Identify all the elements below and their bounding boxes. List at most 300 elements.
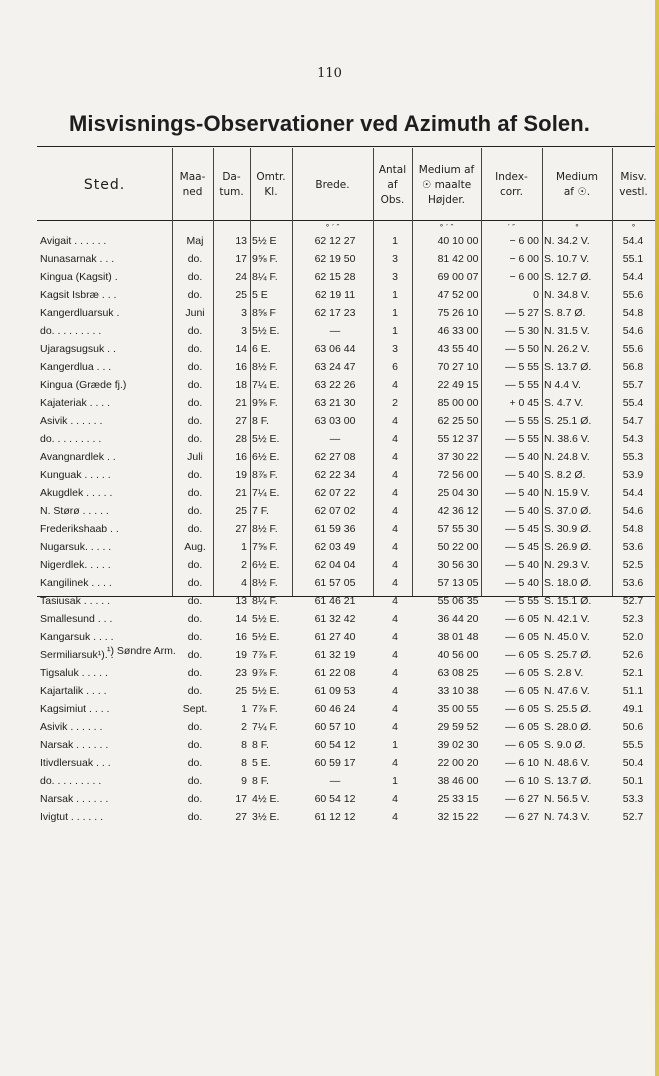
cell-sted: Kajartalik . . . . [40, 685, 107, 697]
table-row [37, 251, 655, 269]
cell-index: — 6 27 [505, 793, 539, 805]
cell-index: — 6 05 [505, 685, 539, 697]
cell-medium: 42 36 12 [437, 505, 479, 517]
cell-medsol: S. 12.7 Ø. [544, 271, 592, 283]
cell-medsol: S. 13.7 Ø. [544, 775, 592, 787]
cell-index: — 6 10 [505, 757, 539, 769]
cell-datum: 8 [241, 757, 247, 769]
observation-table-body [37, 233, 655, 827]
cell-antal: 4 [392, 577, 398, 589]
cell-index: — 5 40 [505, 487, 539, 499]
cell-maaned: do. [187, 757, 203, 769]
cell-maaned: do. [187, 361, 203, 373]
cell-omtr: 3½ E. [252, 811, 280, 823]
cell-antal: 4 [392, 685, 398, 697]
cell-omtr: 7¼ F. [252, 721, 278, 733]
cell-index: — 5 40 [505, 505, 539, 517]
cell-sted: Avigait . . . . . . [40, 235, 107, 247]
cell-omtr: 9⅝ F. [252, 397, 278, 409]
cell-brede: 61 12 12 [314, 811, 356, 823]
cell-medsol: N. 31.5 V. [544, 325, 590, 337]
header-index-line: Index- [495, 171, 528, 183]
cell-medium: 63 08 25 [437, 667, 479, 679]
table-row [37, 305, 655, 323]
table-row [37, 413, 655, 431]
cell-omtr: 8½ F. [252, 361, 278, 373]
cell-antal: 1 [392, 325, 398, 337]
cell-medium: 25 33 15 [437, 793, 479, 805]
cell-medsol: S. 26.9 Ø. [544, 541, 592, 553]
cell-misv: 54.3 [622, 433, 644, 445]
cell-sted: Kangerdluarsuk . [40, 307, 120, 319]
cell-datum: 13 [235, 235, 247, 247]
cell-brede: 60 54 12 [314, 739, 356, 751]
cell-sted: Kingua (Græde fj.) [40, 379, 127, 391]
cell-datum: 8 [241, 739, 247, 751]
cell-maaned: do. [187, 595, 203, 607]
cell-brede: — [329, 775, 341, 787]
cell-brede: 60 46 24 [314, 703, 356, 715]
cell-maaned: do. [187, 793, 203, 805]
cell-sted: Nunasarnak . . . [40, 253, 115, 265]
cell-misv: 53.3 [622, 793, 644, 805]
cell-sted: Sermiliarsuk¹). . [40, 649, 114, 661]
cell-medium: 85 00 00 [437, 397, 479, 409]
cell-sted: Asivik . . . . . . [40, 415, 103, 427]
cell-maaned: do. [187, 325, 203, 337]
cell-datum: 3 [241, 307, 247, 319]
cell-sted: Asivik . . . . . . [40, 721, 103, 733]
cell-sted: do. . . . . . . . . [40, 433, 102, 445]
cell-datum: 17 [235, 793, 247, 805]
cell-maaned: do. [187, 469, 203, 481]
cell-maaned: do. [187, 649, 203, 661]
cell-medium: 47 52 00 [437, 289, 479, 301]
cell-misv: 53.6 [622, 577, 644, 589]
cell-antal: 4 [392, 757, 398, 769]
cell-index: — 6 05 [505, 631, 539, 643]
cell-misv: 55.7 [622, 379, 644, 391]
cell-brede: 61 57 05 [314, 577, 356, 589]
cell-misv: 56.8 [622, 361, 644, 373]
cell-maaned: do. [187, 631, 203, 643]
cell-antal: 4 [392, 433, 398, 445]
cell-sted: Kunguak . . . . . [40, 469, 111, 481]
cell-antal: 4 [392, 811, 398, 823]
header-omtr-line: Omtr. [256, 171, 286, 183]
cell-medsol: S. 30.9 Ø. [544, 523, 592, 535]
header-maaned-line: ned [182, 186, 203, 198]
cell-antal: 1 [392, 289, 398, 301]
table-row [37, 233, 655, 251]
cell-antal: 4 [392, 487, 398, 499]
cell-medium: 37 30 22 [437, 451, 479, 463]
header-misv-line: Misv. [620, 171, 647, 183]
cell-medium: 46 33 00 [437, 325, 479, 337]
cell-medium: 50 22 00 [437, 541, 479, 553]
header-medium-line: ☉ maalte [421, 178, 472, 191]
cell-datum: 4 [241, 577, 247, 589]
header-antal-line: Antal [378, 163, 407, 176]
cell-misv: 54.6 [622, 505, 644, 517]
table-row [37, 701, 655, 719]
cell-sted: Frederikshaab . . [40, 523, 119, 535]
table-row [37, 287, 655, 305]
cell-omtr: 7⅞ F. [252, 703, 278, 715]
cell-datum: 2 [241, 559, 247, 571]
cell-omtr: 7⅝ F. [252, 541, 278, 553]
cell-medsol: N. 42.1 V. [544, 613, 590, 625]
cell-medsol: N. 45.0 V. [544, 631, 590, 643]
table-row [37, 395, 655, 413]
header-brede [292, 152, 373, 218]
cell-antal: 2 [392, 397, 398, 409]
cell-index: — 5 45 [505, 523, 539, 535]
header-datum-line: Da- [222, 171, 241, 183]
cell-antal: 3 [392, 343, 398, 355]
cell-brede: 60 57 10 [314, 721, 356, 733]
header-sted-label: Sted. [83, 176, 126, 193]
cell-brede: 63 24 47 [314, 361, 356, 373]
cell-misv: 49.1 [622, 703, 644, 715]
cell-antal: 4 [392, 505, 398, 517]
cell-antal: 4 [392, 523, 398, 535]
cell-misv: 51.1 [622, 685, 644, 697]
cell-datum: 16 [235, 361, 247, 373]
cell-medsol: N. 38.6 V. [544, 433, 590, 445]
cell-misv: 54.8 [622, 307, 644, 319]
cell-brede: 61 22 08 [314, 667, 356, 679]
cell-medsol: S. 10.7 V. [544, 253, 590, 265]
cell-datum: 23 [235, 667, 247, 679]
table-row [37, 665, 655, 683]
cell-maaned: do. [187, 379, 203, 391]
cell-sted: Avangnardlek . . [40, 451, 116, 463]
cell-datum: 14 [235, 613, 247, 625]
cell-brede: 61 46 21 [314, 595, 356, 607]
cell-omtr: 8 F. [252, 775, 269, 787]
cell-antal: 6 [392, 361, 398, 373]
cell-antal: 4 [392, 703, 398, 715]
cell-medium: 22 00 20 [437, 757, 479, 769]
header-medsol-line: af ☉. [563, 186, 591, 198]
page-title: Misvisnings-Observationer ved Azimuth af Solen. [69, 111, 590, 136]
cell-medsol: N. 26.2 V. [544, 343, 590, 355]
cell-medsol: N. 15.9 V. [544, 487, 590, 499]
cell-maaned: Juli [187, 451, 203, 463]
table-row [37, 737, 655, 755]
cell-maaned: do. [187, 721, 203, 733]
cell-maaned: do. [187, 523, 203, 535]
cell-brede: 61 27 40 [314, 631, 356, 643]
table-row [37, 755, 655, 773]
cell-omtr: 5½ E [252, 235, 277, 247]
cell-sted: N. Størø . . . . . [40, 505, 109, 517]
cell-index: — 5 40 [505, 577, 539, 589]
cell-maaned: do. [187, 739, 203, 751]
cell-misv: 50.6 [622, 721, 644, 733]
cell-maaned: do. [187, 685, 203, 697]
cell-omtr: 9⅞ F. [252, 667, 278, 679]
cell-datum: 18 [235, 379, 247, 391]
cell-datum: 21 [235, 487, 247, 499]
cell-medsol: S. 8.2 Ø. [544, 469, 586, 481]
header-brede-label: Brede. [315, 178, 350, 191]
cell-medsol: S. 8.7 Ø. [544, 307, 586, 319]
cell-medium: 38 01 48 [437, 631, 479, 643]
cell-sted: do. . . . . . . . . [40, 775, 102, 787]
cell-index: − 6 00 [509, 235, 539, 247]
cell-maaned: do. [187, 253, 203, 265]
cell-sted: Nigerdlek. . . . . [40, 559, 111, 571]
cell-omtr: 8⅞ F. [252, 469, 278, 481]
cell-misv: 52.1 [622, 667, 644, 679]
cell-medsol: N. 48.6 V. [544, 757, 590, 769]
cell-brede: 61 09 53 [314, 685, 356, 697]
header-medium-line: Højder. [427, 193, 466, 206]
cell-medsol: S. 9.0 Ø. [544, 739, 586, 751]
cell-medium: 33 10 38 [437, 685, 479, 697]
cell-omtr: 6 E. [252, 343, 271, 355]
cell-sted: Kangarsuk . . . . [40, 631, 114, 643]
cell-maaned: do. [187, 289, 203, 301]
cell-omtr: 6½ E. [252, 451, 280, 463]
cell-misv: 54.4 [622, 487, 644, 499]
cell-omtr: 8¼ F. [252, 595, 278, 607]
table-row [37, 431, 655, 449]
cell-omtr: 8 F. [252, 415, 269, 427]
cell-datum: 1 [241, 541, 247, 553]
header-sted [37, 152, 172, 218]
cell-misv: 54.4 [622, 271, 644, 283]
cell-medium: 38 46 00 [437, 775, 479, 787]
cell-misv: 54.7 [622, 415, 644, 427]
cell-index: − 6 00 [509, 253, 539, 265]
cell-omtr: 5½ E. [252, 613, 280, 625]
cell-maaned: do. [187, 613, 203, 625]
cell-medium: 35 00 55 [437, 703, 479, 715]
cell-maaned: do. [187, 433, 203, 445]
cell-index: — 5 55 [505, 415, 539, 427]
cell-datum: 16 [235, 631, 247, 643]
table-row [37, 791, 655, 809]
cell-medium: 72 56 00 [437, 469, 479, 481]
cell-omtr: 8⅝ F [252, 307, 276, 319]
cell-medsol: S. 25.1 Ø. [544, 415, 592, 427]
cell-maaned: do. [187, 811, 203, 823]
table-row [37, 773, 655, 791]
header-maaned [172, 152, 213, 218]
header-medium-line: Medium af [418, 163, 475, 176]
cell-medium: 57 13 05 [437, 577, 479, 589]
cell-antal: 4 [392, 631, 398, 643]
cell-misv: 52.6 [622, 649, 644, 661]
cell-index: — 6 05 [505, 667, 539, 679]
cell-misv: 55.3 [622, 451, 644, 463]
cell-misv: 54.8 [622, 523, 644, 535]
cell-sted: Kagsit Isbræ . . . [40, 289, 117, 301]
cell-maaned: Sept. [182, 703, 208, 715]
cell-antal: 4 [392, 721, 398, 733]
header-medium [412, 152, 481, 218]
cell-brede: — [329, 325, 341, 337]
cell-antal: 4 [392, 793, 398, 805]
header-maaned-line: Maa- [179, 171, 206, 183]
header-index-line: corr. [499, 186, 524, 198]
cell-omtr: 5½ E. [252, 325, 280, 337]
cell-misv: 52.7 [622, 595, 644, 607]
cell-brede: 62 07 02 [314, 505, 356, 517]
cell-misv: 50.1 [622, 775, 644, 787]
cell-medsol: N. 56.5 V. [544, 793, 590, 805]
cell-index: — 6 05 [505, 613, 539, 625]
cell-medium: 81 42 00 [437, 253, 479, 265]
cell-antal: 4 [392, 469, 398, 481]
header-omtr [250, 152, 292, 218]
cell-medsol: N 4.4 V. [544, 379, 581, 391]
cell-brede: — [329, 433, 341, 445]
cell-maaned: do. [187, 397, 203, 409]
header-medsol [542, 152, 612, 218]
header-antal-line: Obs. [380, 193, 405, 206]
cell-sted: Narsak . . . . . . [40, 739, 109, 751]
table-row [37, 683, 655, 701]
cell-antal: 1 [392, 739, 398, 751]
cell-datum: 3 [241, 325, 247, 337]
cell-medium: 70 27 10 [437, 361, 479, 373]
cell-sted: Narsak . . . . . . [40, 793, 109, 805]
cell-medsol: N. 34.8 V. [544, 289, 590, 301]
table-row [37, 539, 655, 557]
cell-datum: 1 [241, 703, 247, 715]
cell-maaned: do. [187, 415, 203, 427]
cell-antal: 1 [392, 775, 398, 787]
cell-omtr: 8 F. [252, 739, 269, 751]
cell-medsol: S. 2.8 V. [544, 667, 584, 679]
cell-misv: 53.9 [622, 469, 644, 481]
cell-index: — 6 05 [505, 721, 539, 733]
cell-antal: 4 [392, 649, 398, 661]
cell-sted: do. . . . . . . . . [40, 325, 102, 337]
cell-datum: 27 [235, 415, 247, 427]
cell-sted: Akugdlek . . . . . [40, 487, 113, 499]
cell-index: — 6 10 [505, 775, 539, 787]
cell-datum: 16 [235, 451, 247, 463]
cell-sted: Kajateriak . . . . [40, 397, 111, 409]
cell-datum: 27 [235, 523, 247, 535]
cell-medsol: N. 29.3 V. [544, 559, 590, 571]
cell-antal: 4 [392, 559, 398, 571]
cell-index: — 6 05 [505, 739, 539, 751]
cell-misv: 55.5 [622, 739, 644, 751]
footnote: ¹) Søndre Arm. [107, 645, 176, 657]
cell-brede: 63 03 00 [314, 415, 356, 427]
table-row [37, 521, 655, 539]
cell-antal: 4 [392, 667, 398, 679]
cell-datum: 19 [235, 469, 247, 481]
cell-index: — 5 40 [505, 451, 539, 463]
units-medium: ° ′ ″ [439, 223, 454, 232]
cell-sted: Tigsaluk . . . . . [40, 667, 108, 679]
cell-sted: Ujaragsugsuk . . [40, 343, 116, 355]
cell-datum: 2 [241, 721, 247, 733]
cell-medium: 32 15 22 [437, 811, 479, 823]
cell-datum: 25 [235, 685, 247, 697]
cell-medium: 55 12 37 [437, 433, 479, 445]
cell-antal: 1 [392, 235, 398, 247]
cell-maaned: do. [187, 343, 203, 355]
cell-sted: Nugarsuk. . . . . [40, 541, 112, 553]
cell-medium: 39 02 30 [437, 739, 479, 751]
cell-antal: 4 [392, 595, 398, 607]
cell-medsol: N. 47.6 V. [544, 685, 590, 697]
cell-medsol: S. 25.7 Ø. [544, 649, 592, 661]
header-index [481, 152, 542, 218]
cell-index: — 5 55 [505, 433, 539, 445]
cell-omtr: 7¼ E. [252, 379, 280, 391]
cell-misv: 52.7 [622, 811, 644, 823]
cell-maaned: do. [187, 775, 203, 787]
table-row [37, 269, 655, 287]
cell-index: — 5 27 [505, 307, 539, 319]
cell-datum: 13 [235, 595, 247, 607]
cell-sted: Kingua (Kagsit) . [40, 271, 118, 283]
cell-medium: 69 00 07 [437, 271, 479, 283]
units-medsol: ° [575, 223, 579, 232]
cell-sted: Ivigtut . . . . . . [40, 811, 104, 823]
cell-misv: 52.3 [622, 613, 644, 625]
cell-omtr: 7¼ E. [252, 487, 280, 499]
header-antal [373, 152, 412, 218]
cell-index: — 5 50 [505, 343, 539, 355]
cell-misv: 53.6 [622, 541, 644, 553]
cell-maaned: Aug. [184, 541, 206, 553]
cell-brede: 62 04 04 [314, 559, 356, 571]
header-omtr-line: Kl. [264, 186, 278, 198]
header-datum [213, 152, 250, 218]
cell-misv: 54.4 [622, 235, 644, 247]
table-row [37, 503, 655, 521]
cell-maaned: do. [187, 505, 203, 517]
cell-antal: 3 [392, 253, 398, 265]
cell-maaned: Maj [186, 235, 204, 247]
cell-medsol: S. 37.0 Ø. [544, 505, 592, 517]
cell-index: + 0 45 [509, 397, 539, 409]
cell-index: — 5 55 [505, 595, 539, 607]
cell-misv: 55.4 [622, 397, 644, 409]
cell-omtr: 5½ E. [252, 631, 280, 643]
cell-omtr: 7 F. [252, 505, 269, 517]
cell-misv: 55.1 [622, 253, 644, 265]
cell-omtr: 5½ E. [252, 685, 280, 697]
cell-brede: 62 07 22 [314, 487, 356, 499]
cell-medsol: S. 28.0 Ø. [544, 721, 592, 733]
cell-datum: 14 [235, 343, 247, 355]
cell-maaned: do. [187, 271, 203, 283]
cell-brede: 62 19 11 [314, 289, 356, 301]
table-row [37, 809, 655, 827]
cell-medium: 55 06 35 [437, 595, 479, 607]
cell-brede: 61 32 42 [314, 613, 356, 625]
table-row [37, 485, 655, 503]
cell-medium: 30 56 30 [437, 559, 479, 571]
cell-misv: 52.0 [622, 631, 644, 643]
cell-antal: 3 [392, 271, 398, 283]
cell-datum: 17 [235, 253, 247, 265]
cell-index: — 6 05 [505, 649, 539, 661]
table-row [37, 377, 655, 395]
cell-datum: 9 [241, 775, 247, 787]
